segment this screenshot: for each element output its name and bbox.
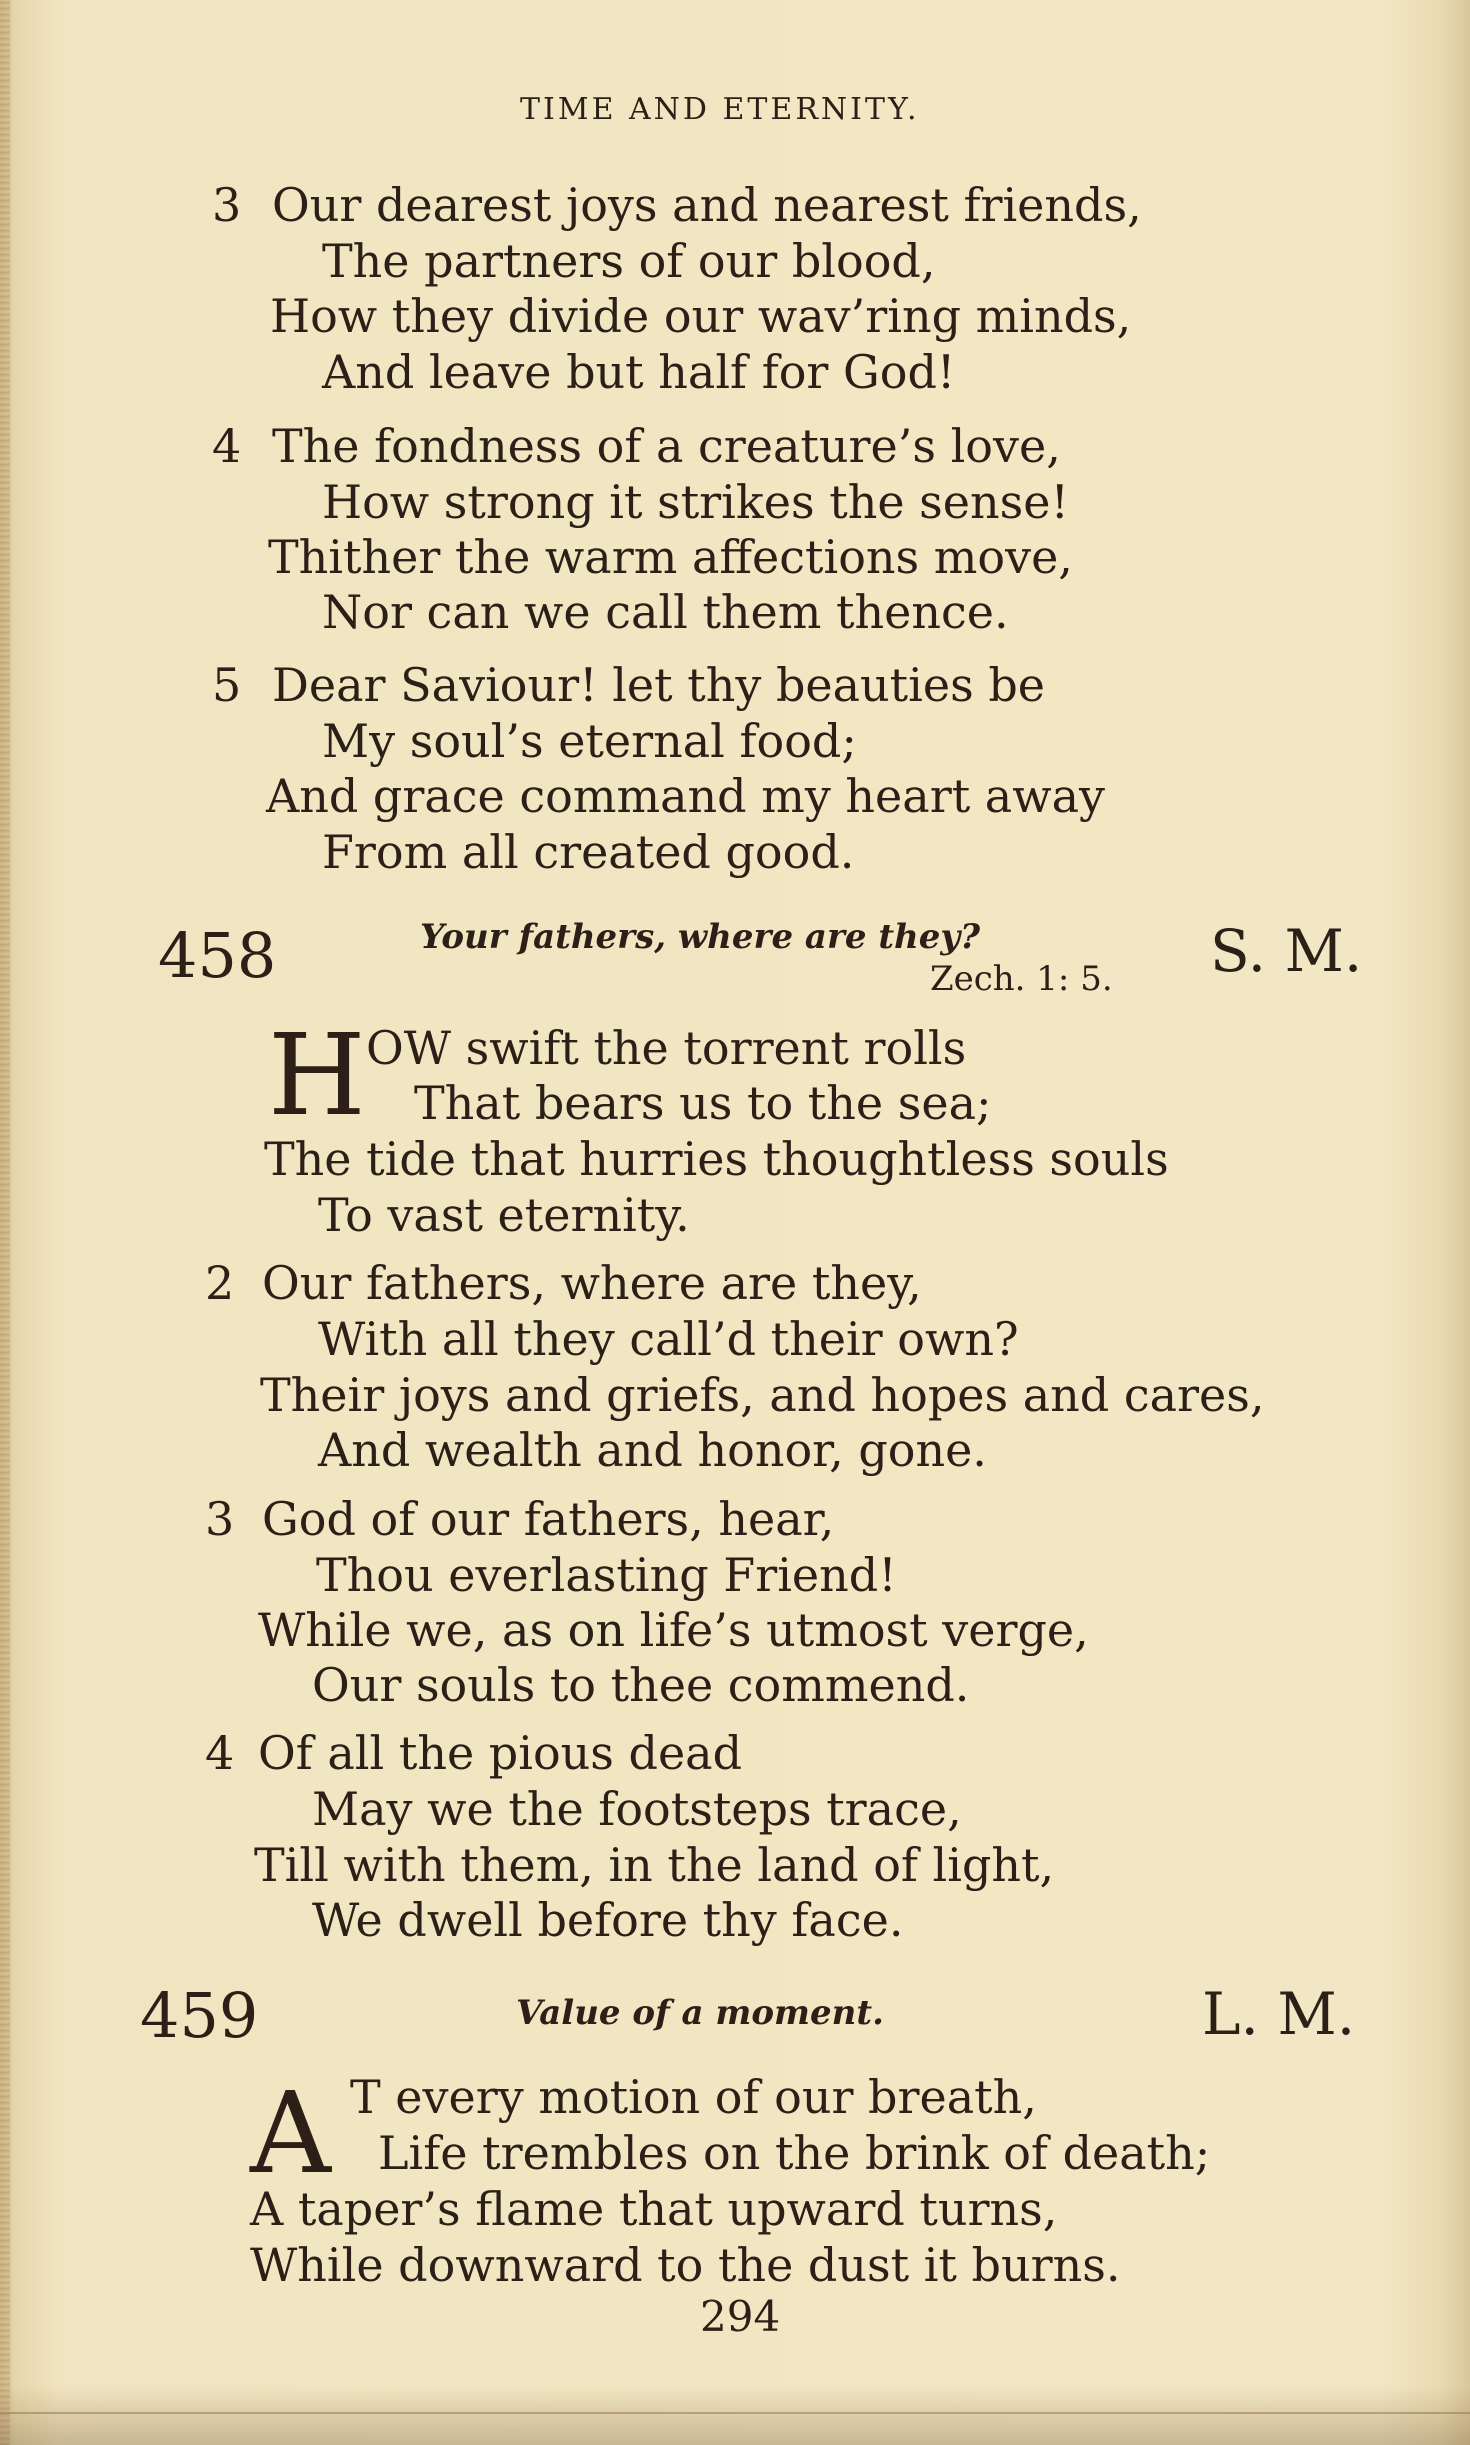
verse-line: Our fathers, where are they, — [262, 1256, 922, 1310]
stanza-number: 3 — [205, 1492, 235, 1546]
running-head: TIME AND ETERNITY. — [520, 92, 920, 127]
verse-line: We dwell before thy face. — [312, 1893, 904, 1947]
drop-cap: A — [250, 2069, 331, 2199]
verse-line: God of our fathers, hear, — [262, 1492, 835, 1546]
hymn-meter: L. M. — [1202, 1980, 1356, 2048]
hymn-number: 459 — [140, 1979, 259, 2052]
verse-line: Their joys and griefs, and hopes and cares, — [260, 1368, 1265, 1422]
verse-line: Dear Saviour! let thy beauties be — [272, 658, 1045, 712]
verse-line: The fondness of a creature’s love, — [272, 419, 1061, 473]
stanza-number: 3 — [212, 178, 242, 232]
verse-line: While we, as on life’s utmost verge, — [258, 1603, 1089, 1657]
verse-line: To vast eternity. — [318, 1188, 690, 1242]
verse-line: Of all the pious dead — [258, 1726, 743, 1780]
verse-line: With all they call’d their own? — [318, 1312, 1019, 1366]
verse-line: Till with them, in the land of light, — [254, 1838, 1055, 1892]
hymn-number: 458 — [158, 919, 277, 992]
verse-line: May we the footsteps trace, — [312, 1782, 962, 1836]
verse-line: That bears us to the sea; — [414, 1076, 992, 1130]
page-number: 294 — [700, 2292, 781, 2341]
verse-line: T every motion of our breath, — [350, 2070, 1037, 2124]
verse-line: Nor can we call them thence. — [322, 585, 1009, 639]
hymn-meter: S. M. — [1210, 917, 1363, 985]
hymn-title: Value of a moment. — [516, 1993, 884, 2033]
hymn-title: Your fathers, where are they? — [420, 917, 981, 957]
verse-line: How they divide our wav’ring minds, — [270, 289, 1132, 343]
verse-line: My soul’s eternal food; — [322, 714, 857, 768]
verse-line: And wealth and honor, gone. — [318, 1423, 987, 1477]
verse-line: The partners of our blood, — [322, 234, 936, 288]
verse-line: OW swift the torrent rolls — [366, 1021, 967, 1075]
stanza-number: 4 — [205, 1726, 235, 1780]
stanza-number: 5 — [212, 658, 242, 712]
verse-line: And leave but half for God! — [322, 345, 956, 399]
scripture-reference: Zech. 1: 5. — [930, 959, 1113, 999]
verse-line: How strong it strikes the sense! — [322, 475, 1069, 529]
verse-line: Thou everlasting Friend! — [316, 1548, 897, 1602]
drop-cap: H — [268, 1011, 366, 1141]
page-edge-line — [0, 2412, 1470, 2414]
verse-line: From all created good. — [322, 825, 855, 879]
stanza-number: 4 — [212, 419, 242, 473]
verse-line: Our souls to thee commend. — [312, 1658, 970, 1712]
verse-line: Life trembles on the brink of death; — [378, 2126, 1211, 2180]
verse-line: Thither the warm affections move, — [268, 530, 1073, 584]
verse-line: While downward to the dust it burns. — [250, 2238, 1121, 2292]
verse-line: The tide that hurries thoughtless souls — [264, 1132, 1169, 1186]
verse-line: Our dearest joys and nearest friends, — [272, 178, 1142, 232]
verse-line: A taper’s flame that upward turns, — [250, 2182, 1058, 2236]
stanza-number: 2 — [205, 1256, 235, 1310]
verse-line: And grace command my heart away — [266, 769, 1106, 823]
